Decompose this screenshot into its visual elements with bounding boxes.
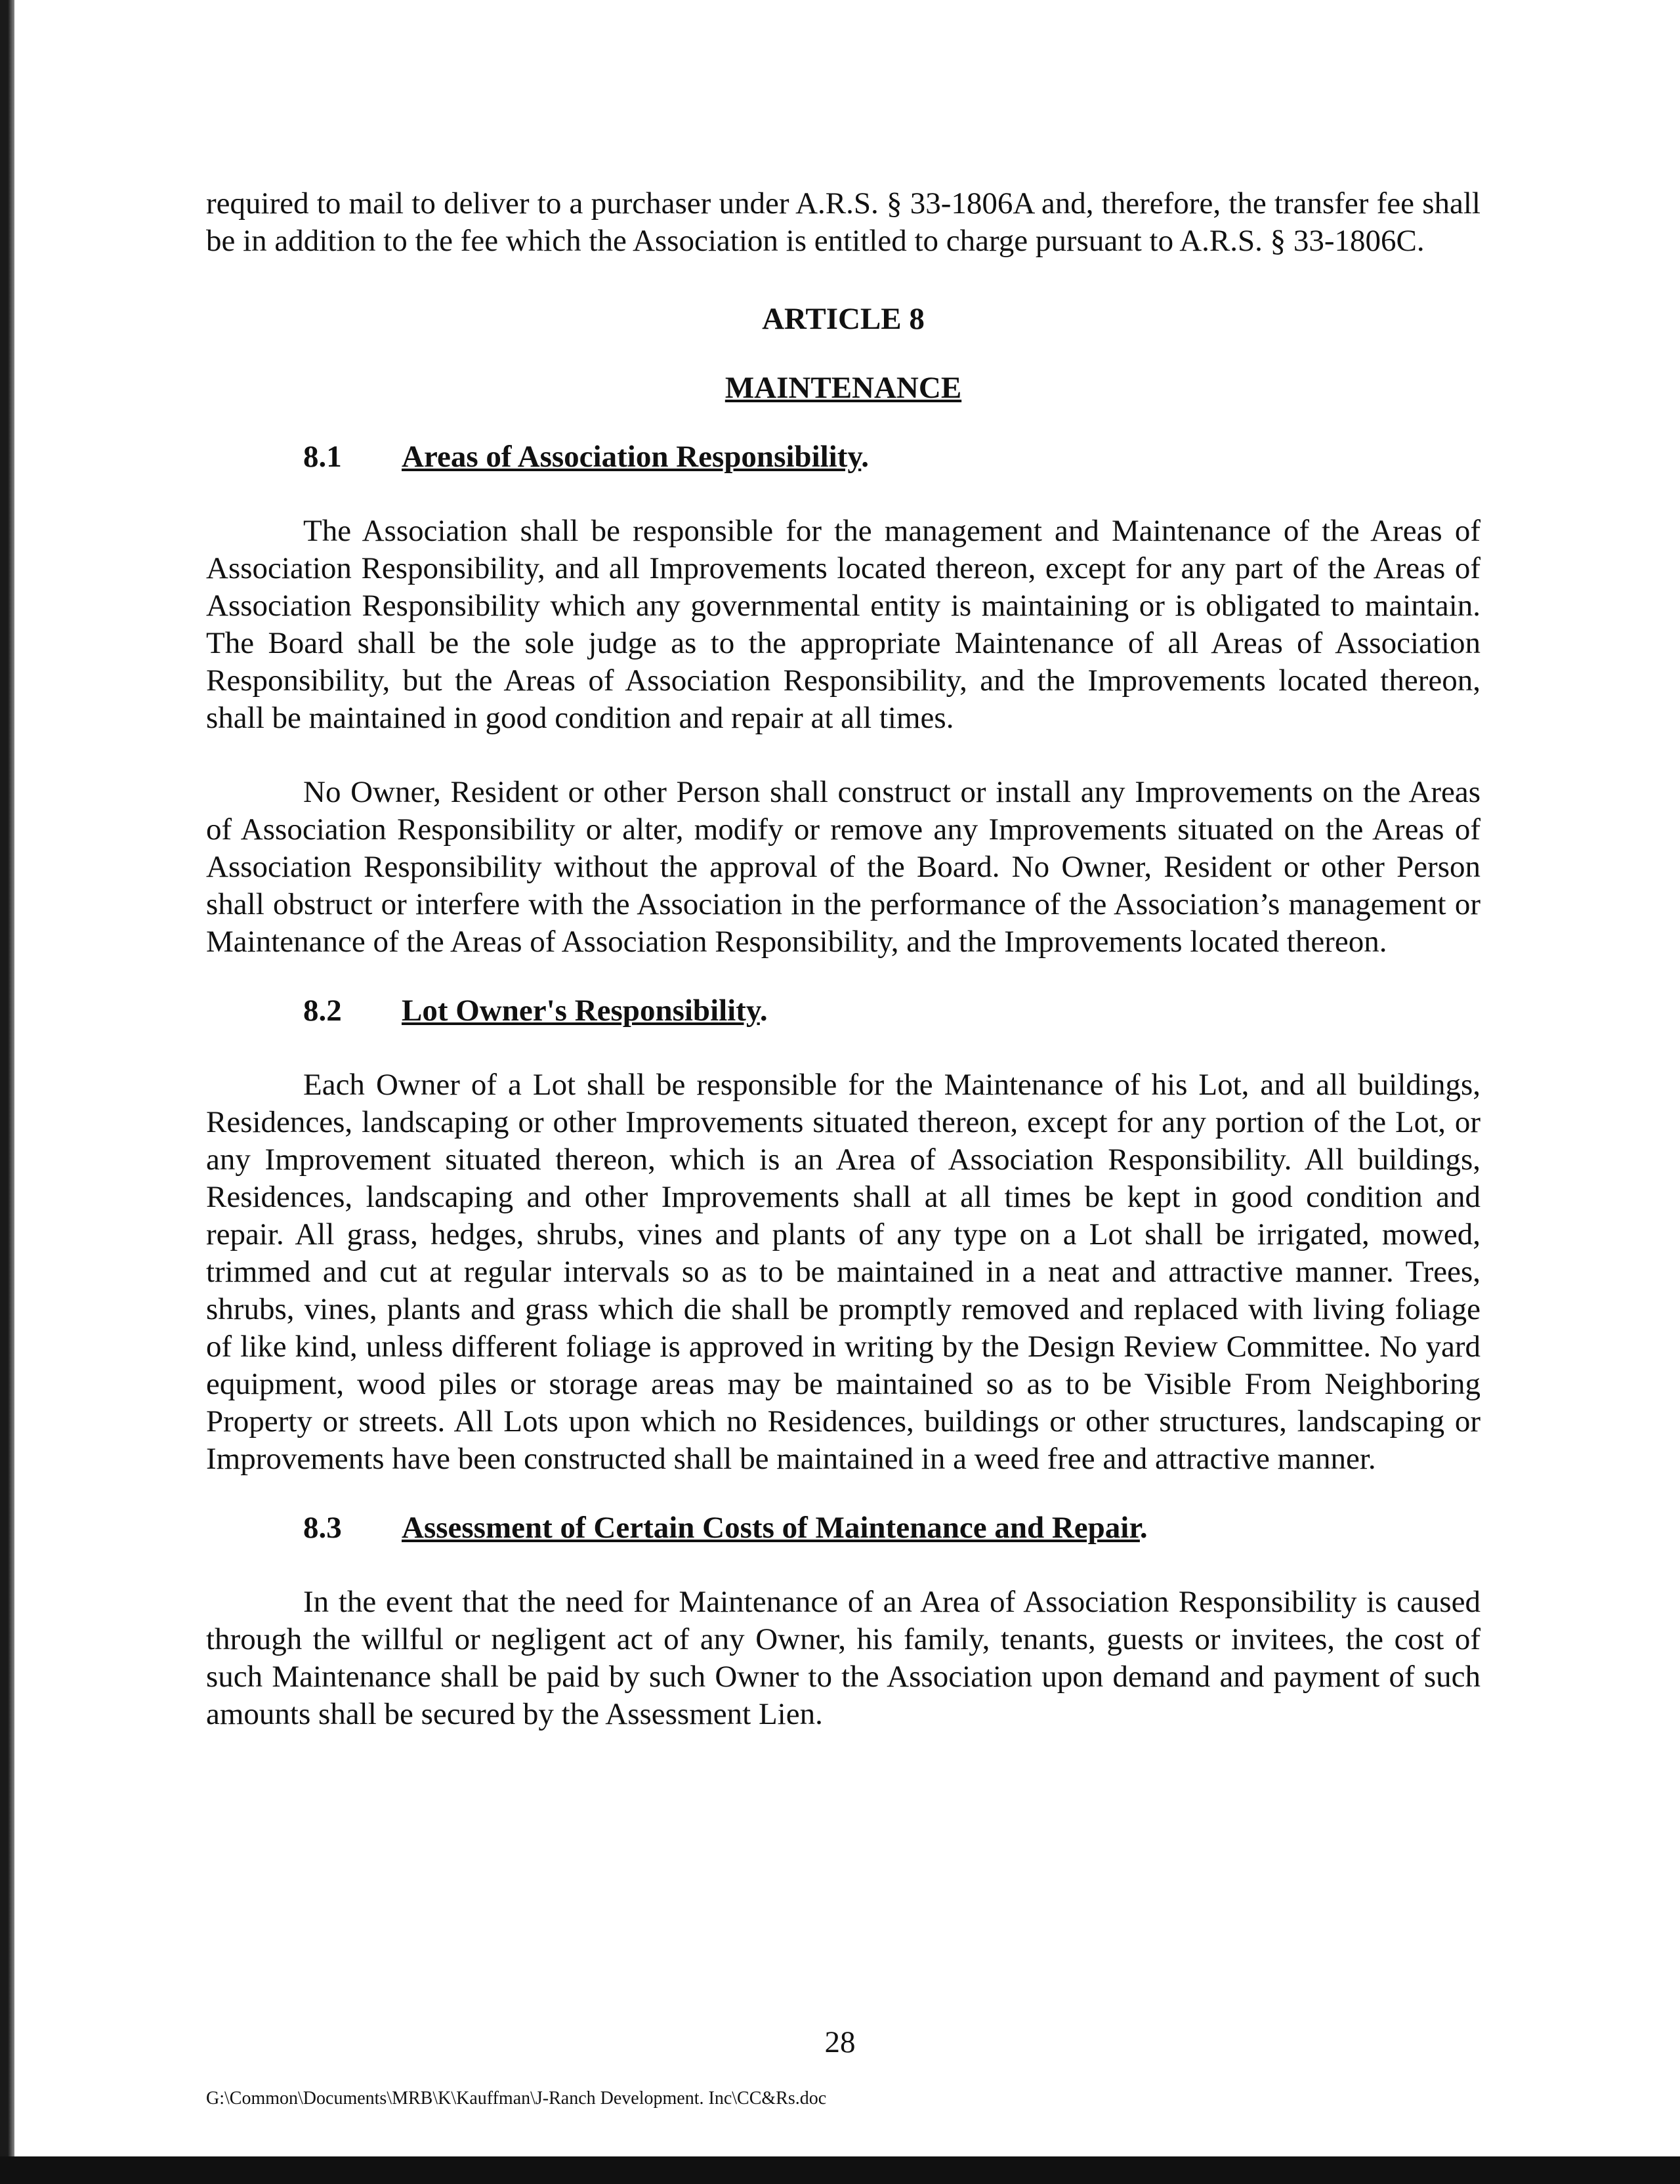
footer-file-path: G:\Common\Documents\MRB\K\Kauffman\J-Ranch Development. Inc\CC&Rs.doc bbox=[206, 2088, 827, 2109]
section-title: Lot Owner's Responsibility bbox=[402, 994, 760, 1028]
scan-edge-left bbox=[0, 0, 14, 2184]
document-page bbox=[206, 185, 1480, 1733]
section-8-1-paragraph-1: The Association shall be responsible for the management and Maintenance of the Areas of Association Responsibility, and all Improvements located thereon, except for any part of the Areas of Association Responsibility which any governmental entity is maintaining or is obligated to maintain. The Board shall be the sole judge as to the appropriate Maintenance of all Areas of Association Responsibility, but the Areas of Association Responsibility, and the Improvements located thereon, shall be maintained in good condition and repair at all times. bbox=[206, 514, 1480, 735]
section-title: Assessment of Certain Costs of Maintenance and Repair bbox=[402, 1511, 1140, 1545]
section-8-1-paragraph-2: No Owner, Resident or other Person shall construct or install any Improvements on the Areas of Association Responsibility or alter, modify or remove any Improvements situated on the Areas of Association Responsibility without the approval of the Board. No Owner, Resident or other Person shall obstruct or interfere with the Association in the performance of the Association’s management or Maintenance of the Areas of Association Responsibility, and the Improvements located thereon. bbox=[206, 775, 1480, 959]
section-8-3-heading bbox=[206, 1509, 1480, 1547]
section-title-period: . bbox=[759, 994, 768, 1028]
section-title: Areas of Association Responsibility bbox=[402, 440, 862, 474]
scan-edge-bottom bbox=[0, 2156, 1680, 2184]
intro-paragraph: required to mail to deliver to a purchaser under A.R.S. § 33-1806A and, therefore, the transfer fee shall be in addition to the fee which the Association is entitled to charge pursuant to A.R.S. § 33-1806C. bbox=[206, 186, 1480, 258]
section-number: 8.3 bbox=[303, 1511, 342, 1545]
section-title-period: . bbox=[1139, 1511, 1148, 1545]
section-8-2-heading bbox=[206, 992, 1480, 1030]
section-number: 8.2 bbox=[303, 994, 342, 1028]
section-number: 8.1 bbox=[303, 440, 342, 474]
section-8-3-paragraph-1: In the event that the need for Maintenance of an Area of Association Responsibility is caused through the willful or negligent act of any Owner, his family, tenants, guests or invitees, the cost of such Maintenance shall be paid by such Owner to the Association upon demand and payment of such amounts shall be secured by the Assessment Lien. bbox=[206, 1585, 1480, 1731]
section-8-1-heading bbox=[206, 438, 1480, 476]
article-title: MAINTENANCE bbox=[724, 371, 962, 405]
page-number: 28 bbox=[824, 2025, 856, 2059]
section-title-period: . bbox=[861, 440, 870, 474]
section-8-2-paragraph-1: Each Owner of a Lot shall be responsible for the Maintenance of his Lot, and all buildings, Residences, landscaping or other Improvements situated thereon, except for any portion of the Lot, or any Improvement situated thereon, which is an Area of Association Responsibility. All buildings, Residences, landscaping and other Improvements shall at all times be kept in good condition and repair. All grass, hedges, shrubs, vines and plants of any type on a Lot shall be irrigated, mowed, trimmed and cut at regular intervals so as to be maintained in a neat and attractive manner. Trees, shrubs, vines, plants and grass which die shall be promptly removed and replaced with living foliage of like kind, unless different foliage is approved in writing by the Design Review Committee. No yard equipment, wood piles or storage areas may be maintained so as to be Visible From Neighboring Property or streets. All Lots upon which no Residences, buildings or other structures, landscaping or Improvements have been constructed shall be maintained in a weed free and attractive manner. bbox=[206, 1068, 1480, 1476]
article-label: ARTICLE 8 bbox=[762, 302, 925, 336]
